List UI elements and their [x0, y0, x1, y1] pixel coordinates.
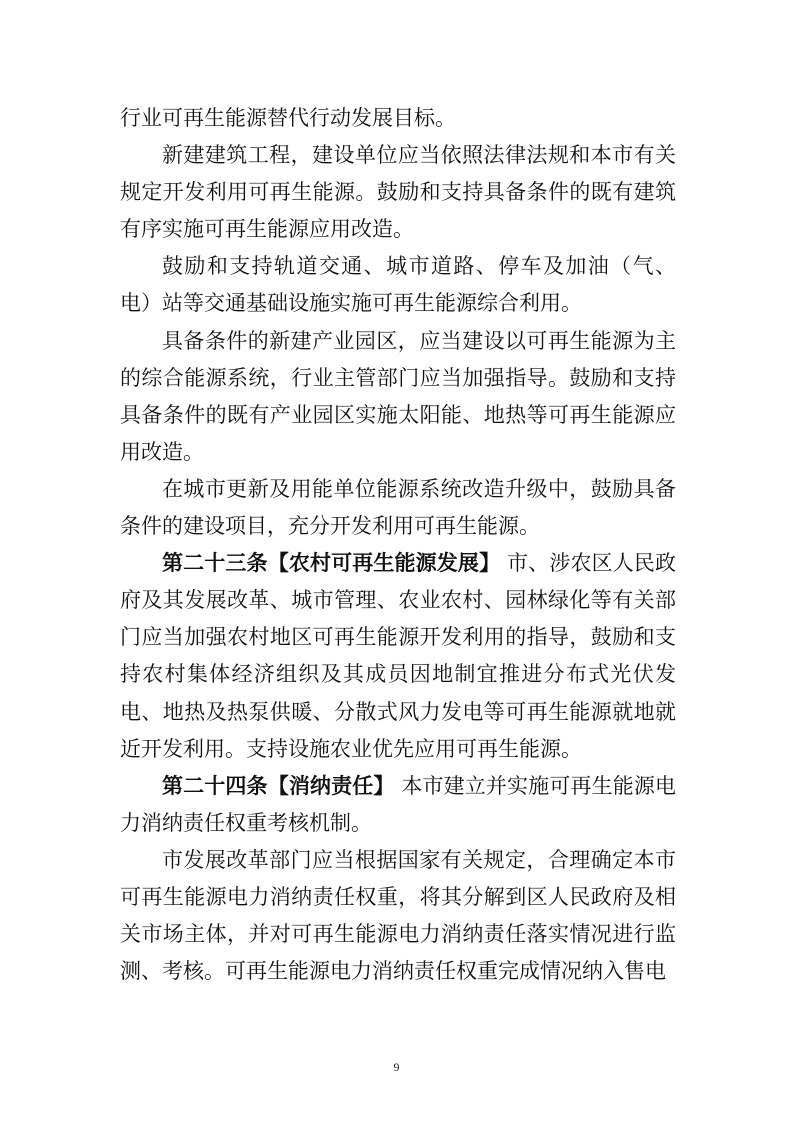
paragraph-text: 市发展改革部门应当根据国家有关规定，合理确定本市可再生能源电力消纳责任权重，将其分解到区人民政府及相关市场主体，并对可再生能源电力消纳责任落实情况进行监测、考核。可再生能源电力消纳责任权重完成情况纳入售电	[120, 847, 676, 984]
paragraph	[120, 248, 676, 322]
paragraph-text: 新建建筑工程，建设单位应当依照法律法规和本市有关规定开发利用可再生能源。鼓励和支持具备条件的既有建筑有序实施可再生能源应用改造。	[120, 143, 676, 242]
paragraph	[120, 842, 676, 990]
paragraph-text: 本市建立并实施可再生能源电力消纳责任权重考核机制。	[120, 773, 677, 835]
article-heading: 第二十四条【消纳责任】	[162, 773, 395, 798]
page-number: 9	[393, 1060, 400, 1074]
article-paragraph	[120, 545, 676, 768]
paragraph-text: 具备条件的新建产业园区，应当建设以可再生能源为主的综合能源系统，行业主管部门应当加强指导。鼓励和支持具备条件的既有产业园区实施太阳能、地热等可再生能源应用改造。	[120, 328, 676, 464]
paragraph-text: 在城市更新及用能单位能源系统改造升级中，鼓励具备条件的建设项目，充分开发利用可再生能源。	[120, 476, 676, 539]
paragraph	[120, 100, 676, 137]
paragraph	[120, 323, 676, 471]
body-text	[120, 100, 676, 990]
paragraph-text: 市、涉农区人民政府及其发展改革、城市管理、农业农村、园林绿化等有关部门应当加强农村地区可再生能源开发利用的指导，鼓励和支持农村集体经济组织及其成员因地制宜推进分布式光伏发电、地热及热泵供暖、分散式风力发电等可再生能源就地就近开发利用。支持设施农业优先应用可再生能源。	[120, 551, 677, 761]
paragraph	[120, 137, 676, 248]
article-paragraph	[120, 768, 676, 842]
paragraph-text: 行业可再生能源替代行动发展目标。	[120, 106, 456, 130]
paragraph-text: 鼓励和支持轨道交通、城市道路、停车及加油（气、电）站等交通基础设施实施可再生能源综合利用。	[120, 254, 676, 316]
article-heading: 第二十三条【农村可再生能源发展】	[162, 551, 501, 576]
paragraph	[120, 471, 676, 545]
